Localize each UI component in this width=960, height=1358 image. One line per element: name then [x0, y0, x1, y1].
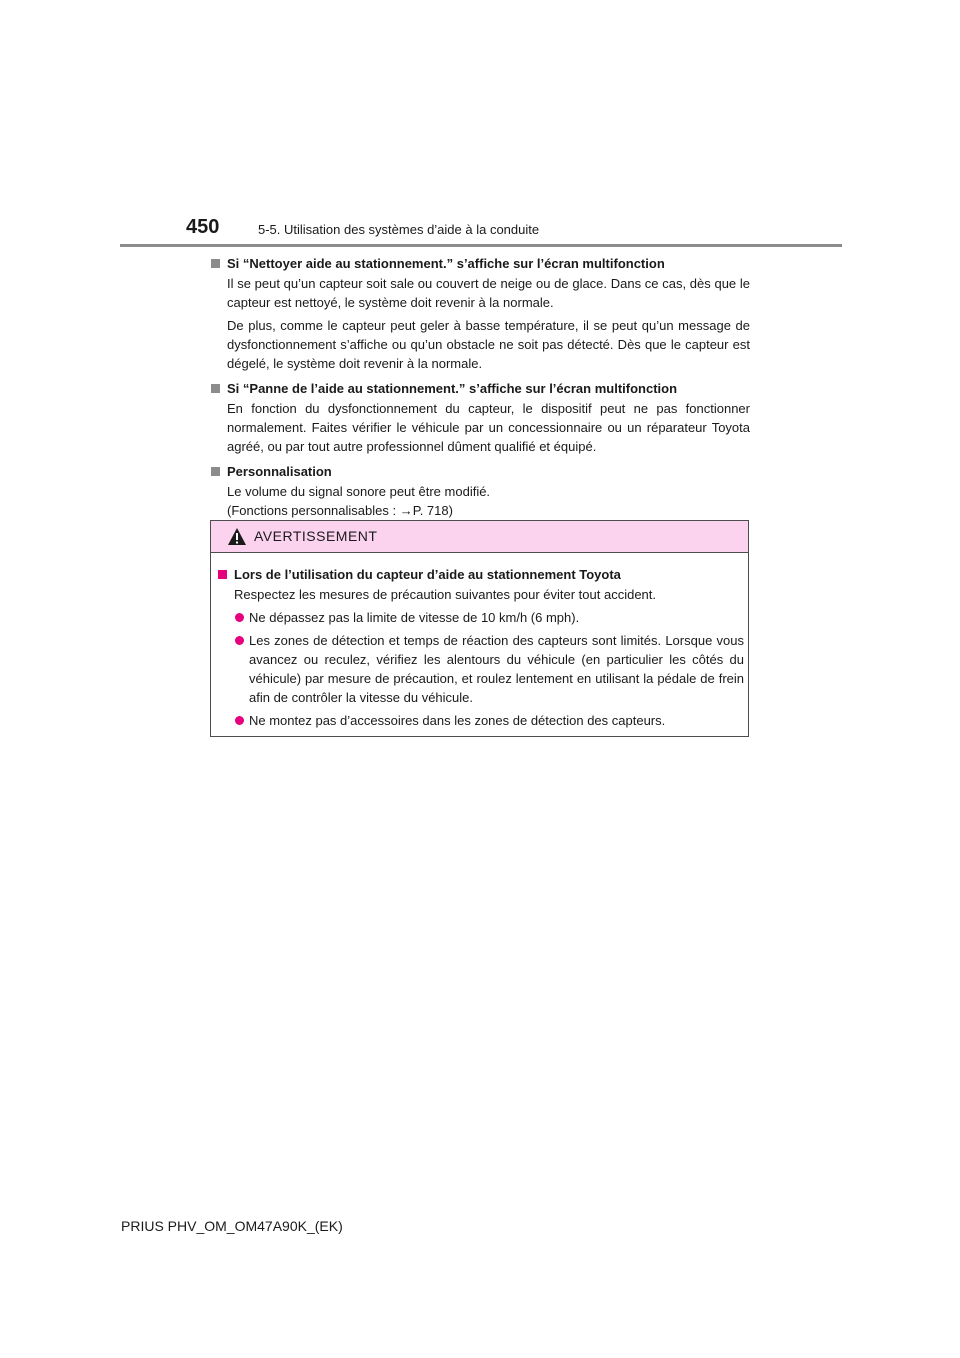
warning-box	[210, 520, 749, 737]
circle-bullet-icon	[235, 716, 244, 725]
page-reference-link[interactable]: (Fonctions personnalisables : →P. 718)	[227, 503, 453, 518]
paragraph: Le volume du signal sonore peut être modifié.	[227, 484, 491, 499]
warning-subhead	[217, 565, 744, 585]
section-heading-text: Si “Nettoyer aide au stationnement.” s’affiche sur l’écran multifonction	[227, 256, 665, 271]
paragraph: Il se peut qu’un capteur soit sale ou couvert de neige ou de glace. Dans ce cas, dès que le capteur est nettoyé, le système doit revenir à la normale.	[227, 276, 750, 310]
circle-bullet-icon	[235, 636, 244, 645]
paragraph: De plus, comme le capteur peut geler à basse température, il se peut qu’un message de dysfonctionnement s’affiche ou qu’un obstacle ne soit pas détecté. Dès que le capteur est dégelé, le système doit revenir à la normale.	[227, 318, 750, 371]
square-bullet-icon	[211, 259, 220, 268]
warning-title: AVERTISSEMENT	[254, 528, 378, 544]
circle-bullet-icon	[235, 613, 244, 622]
section-heading-text: Personnalisation	[227, 464, 332, 479]
warning-bullet-text: Ne montez pas d’accessoires dans les zones de détection des capteurs.	[249, 713, 666, 728]
warning-subhead-text: Lors de l’utilisation du capteur d’aide au stationnement Toyota	[234, 567, 621, 582]
page-number: 450	[186, 216, 220, 238]
warning-bullet-text: Les zones de détection et temps de réaction des capteurs sont limités. Lorsque vous avancez ou reculez, vérifiez les alentours du véhicule (en particulier les côtés du véhicule) par mesure de précaution, et roulez lentement en utilisant la pédale de frein afin de contrôler la vitesse du véhicule.	[249, 633, 744, 705]
warning-body	[217, 565, 744, 730]
section-title: 5-5. Utilisation des systèmes d’aide à la conduite	[258, 222, 540, 237]
warning-triangle-icon	[227, 527, 247, 546]
paragraph: En fonction du dysfonctionnement du capteur, le dispositif peut ne pas fonctionner normalement. Faites vérifier le véhicule par un concessionnaire ou un réparateur Toyota agréé, ou par tout autre professionnel dûment qualifié et équipé.	[227, 401, 750, 454]
square-bullet-icon	[218, 570, 227, 579]
section-heading-failure	[210, 379, 750, 399]
footer-doc-id: PRIUS PHV_OM_OM47A90K_(EK)	[121, 1218, 343, 1234]
section-heading-text: Si “Panne de l’aide au stationnement.” s’affiche sur l’écran multifonction	[227, 381, 678, 396]
warning-bullet	[217, 631, 744, 707]
section-heading-customization	[210, 462, 750, 482]
section-heading-cleaning	[210, 254, 750, 274]
warning-header	[211, 521, 748, 553]
warning-bullet	[217, 711, 744, 730]
square-bullet-icon	[211, 384, 220, 393]
header-rule	[120, 244, 842, 247]
page-header	[0, 0, 960, 250]
warning-bullet	[217, 608, 744, 627]
square-bullet-icon	[211, 467, 220, 476]
warning-bullet-text: Ne dépassez pas la limite de vitesse de 10 km/h (6 mph).	[249, 610, 580, 625]
main-content	[210, 254, 750, 520]
warning-intro: Respectez les mesures de précaution suivantes pour éviter tout accident.	[234, 587, 657, 602]
